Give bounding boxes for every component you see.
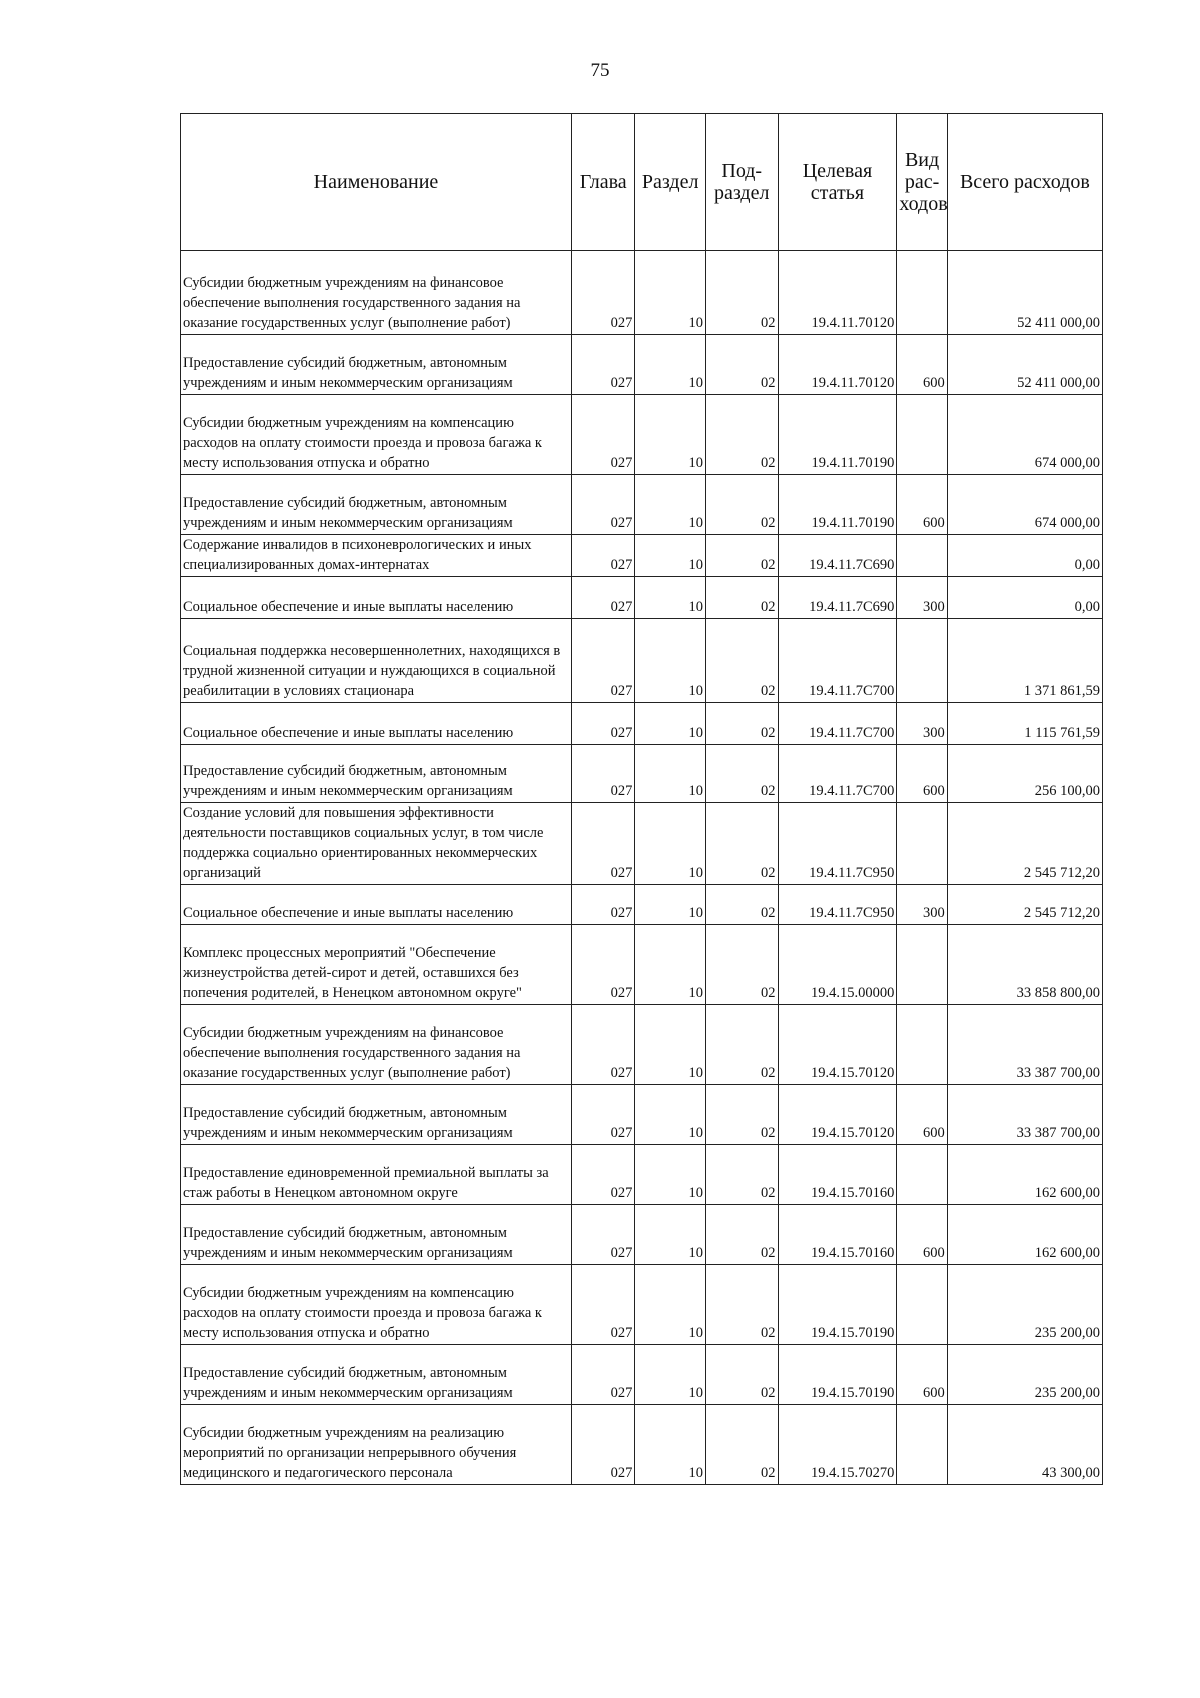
cell-target: 19.4.15.70160 (778, 1205, 897, 1265)
cell-kind (897, 1005, 947, 1085)
cell-kind (897, 395, 947, 475)
cell-total: 235 200,00 (947, 1265, 1102, 1345)
cell-section: 10 (635, 703, 706, 745)
cell-chapter: 027 (571, 1005, 634, 1085)
cell-subsection: 02 (705, 925, 778, 1005)
cell-kind (897, 1405, 947, 1485)
cell-target: 19.4.15.70120 (778, 1005, 897, 1085)
table-row (181, 335, 1103, 395)
cell-kind (897, 535, 947, 577)
cell-chapter: 027 (571, 885, 634, 925)
table-row (181, 745, 1103, 803)
cell-name: Субсидии бюджетным учреждениям на финансовое обеспечение выполнения государственного задания на оказание государственных услуг (выполнение работ) (181, 1005, 572, 1085)
cell-kind (897, 619, 947, 703)
cell-section: 10 (635, 1085, 706, 1145)
cell-total: 33 387 700,00 (947, 1005, 1102, 1085)
cell-target: 19.4.11.7С950 (778, 885, 897, 925)
header-total: Всего расходов (947, 114, 1102, 251)
cell-section: 10 (635, 885, 706, 925)
table-row (181, 535, 1103, 577)
cell-kind (897, 1145, 947, 1205)
cell-name: Предоставление субсидий бюджетным, автономным учреждениям и иным некоммерческим организациям (181, 1085, 572, 1145)
table-row (181, 1005, 1103, 1085)
cell-total: 162 600,00 (947, 1145, 1102, 1205)
cell-total: 235 200,00 (947, 1345, 1102, 1405)
cell-name: Предоставление субсидий бюджетным, автономным учреждениям и иным некоммерческим организациям (181, 745, 572, 803)
cell-kind (897, 1265, 947, 1345)
cell-total: 2 545 712,20 (947, 885, 1102, 925)
cell-subsection: 02 (705, 1085, 778, 1145)
cell-target: 19.4.15.70160 (778, 1145, 897, 1205)
cell-subsection: 02 (705, 335, 778, 395)
cell-subsection: 02 (705, 803, 778, 885)
cell-subsection: 02 (705, 1205, 778, 1265)
cell-name: Субсидии бюджетным учреждениям на компенсацию расходов на оплату стоимости проезда и провоза багажа к месту использования отпуска и обратно (181, 395, 572, 475)
cell-subsection: 02 (705, 1145, 778, 1205)
cell-subsection: 02 (705, 745, 778, 803)
cell-name: Социальное обеспечение и иные выплаты населению (181, 703, 572, 745)
cell-kind: 600 (897, 1205, 947, 1265)
cell-name: Содержание инвалидов в психоневрологических и иных специализированных домах-интернатах (181, 535, 572, 577)
cell-kind: 300 (897, 885, 947, 925)
cell-section: 10 (635, 1265, 706, 1345)
cell-section: 10 (635, 803, 706, 885)
cell-chapter: 027 (571, 335, 634, 395)
cell-subsection: 02 (705, 1345, 778, 1405)
cell-name: Предоставление единовременной премиальной выплаты за стаж работы в Ненецком автономном округе (181, 1145, 572, 1205)
cell-subsection: 02 (705, 535, 778, 577)
cell-target: 19.4.15.70190 (778, 1265, 897, 1345)
cell-section: 10 (635, 1145, 706, 1205)
table-row (181, 1085, 1103, 1145)
table-row (181, 1405, 1103, 1485)
cell-total: 0,00 (947, 577, 1102, 619)
header-kind: Вид рас-ходов (897, 114, 947, 251)
cell-section: 10 (635, 619, 706, 703)
table-row (181, 925, 1103, 1005)
cell-subsection: 02 (705, 703, 778, 745)
cell-target: 19.4.15.70270 (778, 1405, 897, 1485)
cell-chapter: 027 (571, 1145, 634, 1205)
cell-total: 52 411 000,00 (947, 335, 1102, 395)
cell-target: 19.4.15.70190 (778, 1345, 897, 1405)
cell-total: 256 100,00 (947, 745, 1102, 803)
cell-section: 10 (635, 925, 706, 1005)
cell-subsection: 02 (705, 1265, 778, 1345)
cell-total: 43 300,00 (947, 1405, 1102, 1485)
cell-section: 10 (635, 1005, 706, 1085)
cell-total: 162 600,00 (947, 1205, 1102, 1265)
cell-name: Социальное обеспечение и иные выплаты населению (181, 577, 572, 619)
cell-name: Социальная поддержка несовершеннолетних, находящихся в трудной жизненной ситуации и нуждающихся в социальной реабилитации в условиях стационара (181, 619, 572, 703)
cell-section: 10 (635, 251, 706, 335)
table-row (181, 1145, 1103, 1205)
cell-total: 1 115 761,59 (947, 703, 1102, 745)
cell-subsection: 02 (705, 619, 778, 703)
cell-target: 19.4.11.70190 (778, 475, 897, 535)
cell-chapter: 027 (571, 251, 634, 335)
cell-kind (897, 925, 947, 1005)
cell-total: 674 000,00 (947, 395, 1102, 475)
cell-section: 10 (635, 1205, 706, 1265)
cell-name: Предоставление субсидий бюджетным, автономным учреждениям и иным некоммерческим организациям (181, 335, 572, 395)
table-row (181, 1205, 1103, 1265)
cell-chapter: 027 (571, 395, 634, 475)
page-number: 75 (590, 60, 610, 81)
cell-target: 19.4.11.7С690 (778, 535, 897, 577)
cell-section: 10 (635, 395, 706, 475)
cell-kind: 300 (897, 703, 947, 745)
cell-name: Социальное обеспечение и иные выплаты населению (181, 885, 572, 925)
cell-target: 19.4.15.00000 (778, 925, 897, 1005)
cell-target: 19.4.11.7С700 (778, 619, 897, 703)
cell-target: 19.4.11.7С690 (778, 577, 897, 619)
cell-subsection: 02 (705, 1405, 778, 1485)
budget-table (180, 113, 1103, 1485)
header-row (181, 114, 1103, 251)
table-row (181, 619, 1103, 703)
cell-kind: 600 (897, 1345, 947, 1405)
cell-name: Субсидии бюджетным учреждениям на компенсацию расходов на оплату стоимости проезда и провоза багажа к месту использования отпуска и обратно (181, 1265, 572, 1345)
header-name: Наименование (181, 114, 572, 251)
cell-section: 10 (635, 535, 706, 577)
cell-name: Предоставление субсидий бюджетным, автономным учреждениям и иным некоммерческим организациям (181, 475, 572, 535)
table-row (181, 803, 1103, 885)
cell-target: 19.4.11.70120 (778, 335, 897, 395)
cell-total: 674 000,00 (947, 475, 1102, 535)
cell-section: 10 (635, 1405, 706, 1485)
cell-target: 19.4.15.70120 (778, 1085, 897, 1145)
cell-target: 19.4.11.7С700 (778, 703, 897, 745)
cell-name: Создание условий для повышения эффективности деятельности поставщиков социальных услуг, в том числе поддержка социально ориентированных некоммерческих организаций (181, 803, 572, 885)
cell-section: 10 (635, 475, 706, 535)
cell-kind (897, 803, 947, 885)
cell-name: Субсидии бюджетным учреждениям на реализацию мероприятий по организации непрерывного обучения медицинского и педагогического персонала (181, 1405, 572, 1485)
table-row (181, 251, 1103, 335)
table-row (181, 703, 1103, 745)
header-subsection: Под-раздел (705, 114, 778, 251)
cell-chapter: 027 (571, 535, 634, 577)
cell-subsection: 02 (705, 577, 778, 619)
header-target: Целевая статья (778, 114, 897, 251)
cell-chapter: 027 (571, 619, 634, 703)
cell-target: 19.4.11.70120 (778, 251, 897, 335)
cell-chapter: 027 (571, 703, 634, 745)
cell-chapter: 027 (571, 803, 634, 885)
cell-section: 10 (635, 745, 706, 803)
table-row (181, 577, 1103, 619)
cell-chapter: 027 (571, 577, 634, 619)
cell-chapter: 027 (571, 1085, 634, 1145)
cell-kind: 600 (897, 1085, 947, 1145)
cell-target: 19.4.11.70190 (778, 395, 897, 475)
cell-chapter: 027 (571, 1345, 634, 1405)
cell-chapter: 027 (571, 1405, 634, 1485)
cell-name: Комплекс процессных мероприятий "Обеспечение жизнеустройства детей-сирот и детей, оставшихся без попечения родителей, в Ненецком автономном округе" (181, 925, 572, 1005)
cell-kind (897, 251, 947, 335)
cell-section: 10 (635, 1345, 706, 1405)
table-row (181, 395, 1103, 475)
cell-chapter: 027 (571, 1205, 634, 1265)
cell-total: 52 411 000,00 (947, 251, 1102, 335)
table-row (181, 475, 1103, 535)
cell-subsection: 02 (705, 251, 778, 335)
cell-section: 10 (635, 335, 706, 395)
table-row (181, 1265, 1103, 1345)
cell-subsection: 02 (705, 475, 778, 535)
cell-total: 33 858 800,00 (947, 925, 1102, 1005)
cell-total: 0,00 (947, 535, 1102, 577)
cell-subsection: 02 (705, 1005, 778, 1085)
cell-kind: 300 (897, 577, 947, 619)
cell-subsection: 02 (705, 395, 778, 475)
header-chapter: Глава (571, 114, 634, 251)
cell-chapter: 027 (571, 1265, 634, 1345)
cell-target: 19.4.11.7С950 (778, 803, 897, 885)
table-row (181, 1345, 1103, 1405)
cell-name: Субсидии бюджетным учреждениям на финансовое обеспечение выполнения государственного задания на оказание государственных услуг (выполнение работ) (181, 251, 572, 335)
cell-subsection: 02 (705, 885, 778, 925)
table-header (181, 114, 1103, 251)
cell-kind: 600 (897, 335, 947, 395)
header-section: Раздел (635, 114, 706, 251)
table-row (181, 885, 1103, 925)
cell-chapter: 027 (571, 475, 634, 535)
cell-target: 19.4.11.7С700 (778, 745, 897, 803)
cell-total: 2 545 712,20 (947, 803, 1102, 885)
table-body (181, 251, 1103, 1485)
cell-total: 1 371 861,59 (947, 619, 1102, 703)
cell-total: 33 387 700,00 (947, 1085, 1102, 1145)
cell-kind: 600 (897, 475, 947, 535)
cell-name: Предоставление субсидий бюджетным, автономным учреждениям и иным некоммерческим организациям (181, 1345, 572, 1405)
cell-name: Предоставление субсидий бюджетным, автономным учреждениям и иным некоммерческим организациям (181, 1205, 572, 1265)
cell-chapter: 027 (571, 925, 634, 1005)
cell-chapter: 027 (571, 745, 634, 803)
cell-kind: 600 (897, 745, 947, 803)
cell-section: 10 (635, 577, 706, 619)
